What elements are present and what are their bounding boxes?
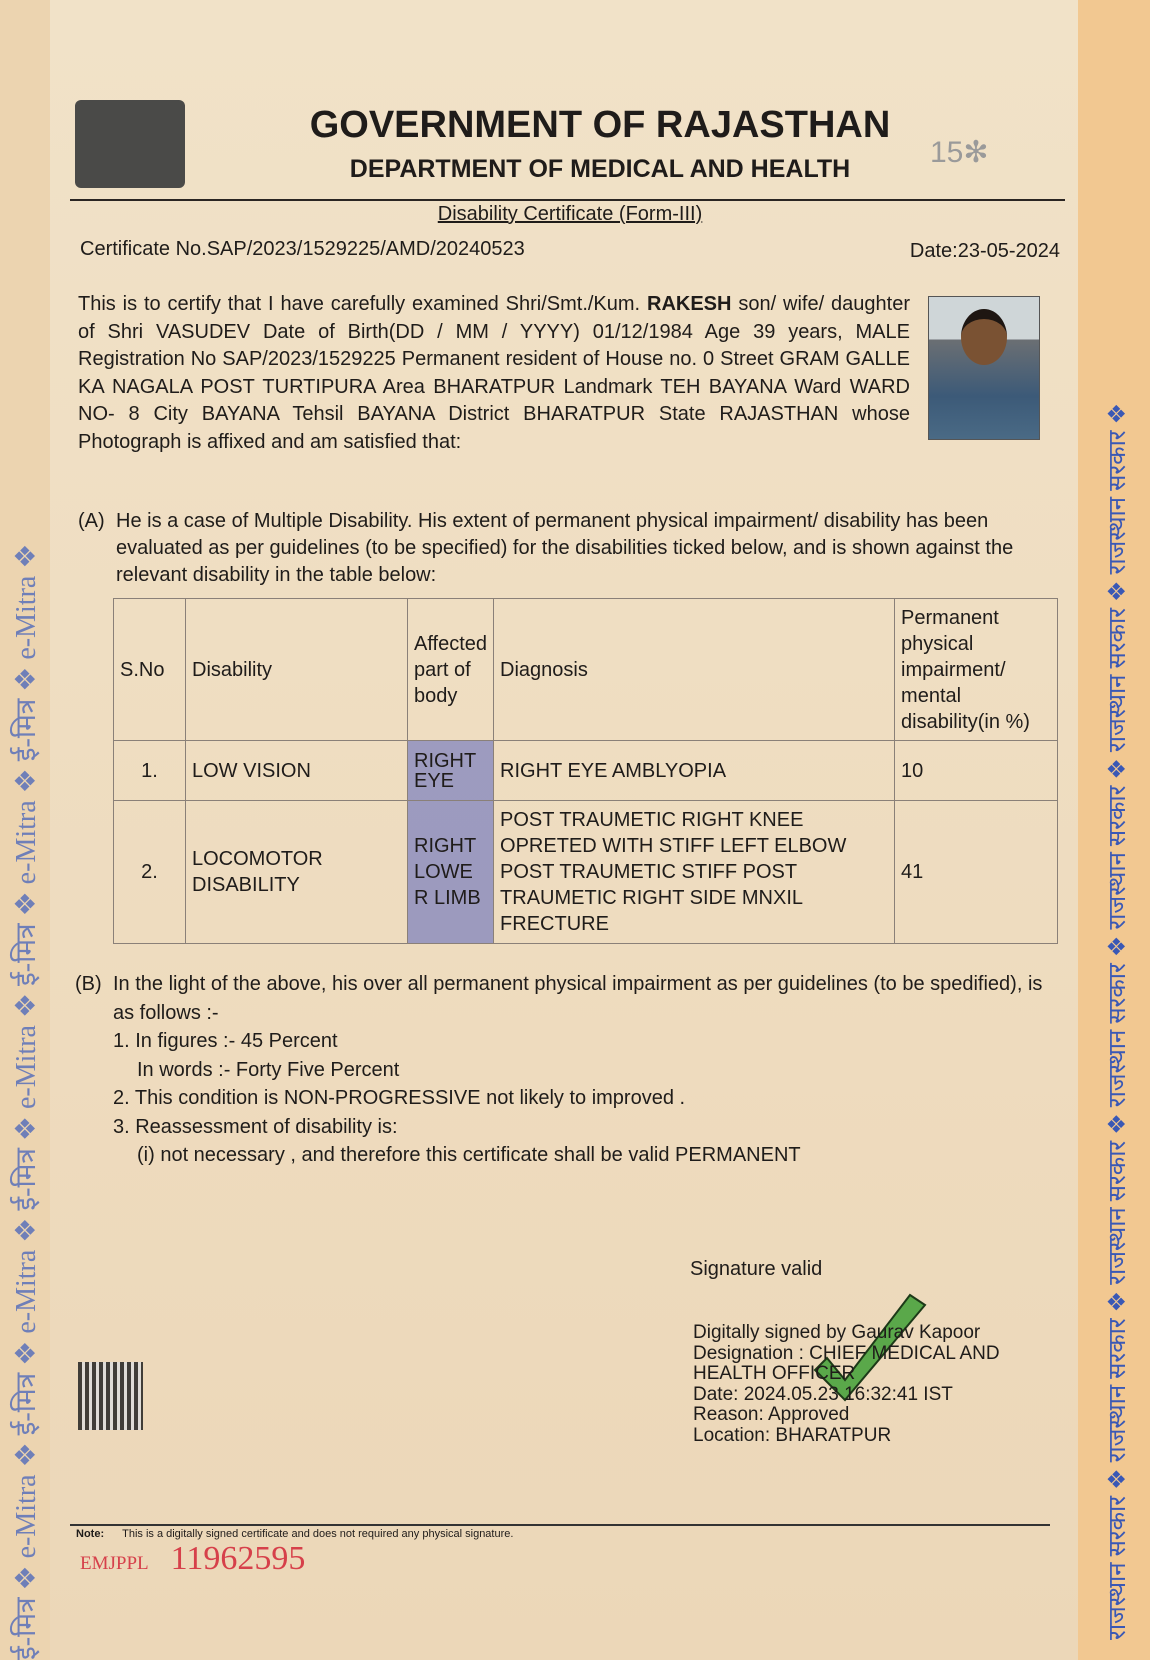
header-sno: S.No (114, 599, 186, 741)
reassessment-detail: (i) not necessary , and therefore this certificate shall be valid PERMANENT (137, 1144, 801, 1166)
table-row (114, 741, 1058, 801)
section-a-label: (A) (78, 510, 105, 532)
header-diagnosis: Diagnosis (494, 599, 895, 741)
impairment-words: In words :- Forty Five Percent (137, 1058, 400, 1081)
cell-diagnosis: RIGHT EYE AMBLYOPIA (494, 741, 895, 801)
section-b-intro: In the light of the above, his over all permanent physical impairment as per guidelines (to be spedified), is as follows :- (113, 973, 1043, 1024)
stamp-prefix: EMJPPL (80, 1553, 149, 1574)
left-border-emitra (0, 0, 50, 1660)
emitra-stamp-number (80, 1540, 305, 1578)
government-emblem-logo (75, 100, 185, 188)
cell-affected-part: RIGHT EYE (408, 741, 494, 801)
section-a-text: He is a case of Multiple Disability. His extent of permanent physical impairment/ disability has been evaluated as per guidelines (to be specified) for the disabilities ticked below, and is shown against the relevant disability in the table below: (116, 510, 1014, 586)
footer-divider (70, 1524, 1050, 1526)
signed-by: Digitally signed by Gaurav Kapoor (693, 1322, 981, 1343)
cell-affected-part: RIGHT LOWER LIMB (408, 801, 494, 944)
page-title: GOVERNMENT OF RAJASTHAN (309, 104, 891, 146)
impairment-figures: 1. In figures :- 45 Percent (113, 1030, 338, 1052)
designation: Designation : CHIEF MEDICAL AND (693, 1342, 1000, 1364)
certificate-number: Certificate No.SAP/2023/1529225/AMD/20240523 (80, 238, 525, 260)
designation-cont: HEALTH OFFICER (693, 1363, 856, 1384)
form-title: Disability Certificate (Form-III) (437, 203, 703, 225)
right-border-rajasthan-sarkar (1078, 0, 1150, 1660)
signature-status: Signature valid (690, 1258, 823, 1280)
qr-code (78, 1362, 143, 1430)
cell-percent: 10 (895, 741, 1058, 801)
right-border-text: राजस्थान सरकार ❖ राजस्थान सरकार ❖ राजस्थान सरकार ❖ राजस्थान सरकार ❖ राजस्थान सरकार ❖ राजस्थान सरकार ❖ राजस्थान सरकार ❖ (1105, 402, 1131, 1640)
patient-photo (928, 296, 1040, 440)
condition-text: 2. This condition is NON-PROGRESSIVE not likely to improved . (113, 1087, 686, 1109)
signature-reason: Reason: Approved (693, 1404, 850, 1425)
reassessment-text: 3. Reassessment of disability is: (113, 1115, 398, 1138)
signature-date: Date: 2024.05.23 16:32:41 IST (693, 1383, 953, 1405)
header-affected-part: Affected part of body (408, 599, 494, 741)
left-border-text: ई-मित्र ❖ e-Mitra ❖ ई-मित्र ❖ e-Mitra ❖ ई-मित्र ❖ e-Mitra ❖ ई-मित्र ❖ e-Mitra ❖ ई-मित्र ❖ e-Mitra ❖ (11, 543, 42, 1660)
header-disability: Disability (186, 599, 408, 741)
table-header-row (114, 599, 1058, 741)
certificate-date: Date:23-05-2024 (909, 240, 1060, 262)
header-divider (70, 199, 1065, 201)
digital-signature-block (693, 1323, 1000, 1446)
certification-paragraph (78, 291, 910, 456)
department-name: DEPARTMENT OF MEDICAL AND HEALTH (349, 155, 851, 183)
cell-percent: 41 (895, 801, 1058, 944)
cell-disability: LOW VISION (186, 741, 408, 801)
table-row (114, 801, 1058, 944)
section-a (78, 508, 1068, 589)
section-b-label: (B) (75, 973, 102, 995)
anniversary-logo-icon: 15✻ (930, 136, 989, 169)
para-intro: This is to certify that I have carefully examined Shri/Smt./Kum. (78, 293, 641, 315)
cell-sno: 2. (114, 801, 186, 944)
signature-location: Location: BHARATPUR (693, 1424, 892, 1446)
stamp-code: 11962595 (170, 1540, 306, 1577)
para-details: son/ wife/ daughter of Shri VASUDEV Date of Birth(DD / MM / YYYY) 01/12/1984 Age 39 years, MALE Registration No SAP/2023/1529225 Permanent resident of House no. 0 Street GRAM GALLE KA NAGALA POST TURTIPURA Area BHARATPUR Landmark TEH BAYANA Ward WARD NO- 8 City BAYANA Tehsil BAYANA District BHARATPUR State RAJASTHAN whose Photograph is affixed and am satisfied that: (78, 293, 911, 453)
cell-disability: LOCOMOTOR DISABILITY (186, 801, 408, 944)
note-label: Note: (76, 1528, 105, 1540)
footer-note (76, 1528, 513, 1540)
patient-name: RAKESH (647, 293, 732, 315)
disability-table (113, 598, 1058, 944)
header-percent: Permanent physical impairment/ mental disability(in %) (895, 599, 1058, 741)
note-text: This is a digitally signed certificate and does not required any physical signature. (122, 1528, 514, 1540)
cell-sno: 1. (114, 741, 186, 801)
cell-diagnosis: POST TRAUMETIC RIGHT KNEE OPRETED WITH STIFF LEFT ELBOW POST TRAUMETIC STIFF POST TRAUMETIC RIGHT SIDE MNXIL FRECTURE (494, 801, 895, 944)
section-b (75, 970, 1065, 1170)
